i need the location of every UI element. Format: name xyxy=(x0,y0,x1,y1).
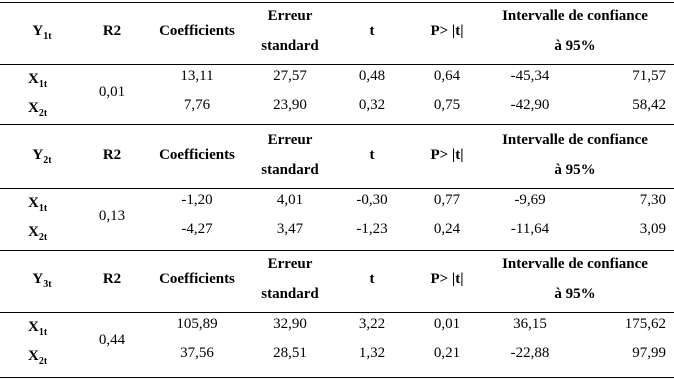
header-coefficients: Coefficients xyxy=(159,271,235,287)
cell-t: 3,22 xyxy=(358,316,386,332)
cell-t: 0,32 xyxy=(358,97,386,113)
row-label-x2t-base: X xyxy=(28,224,39,240)
block-3-y-label xyxy=(32,271,52,290)
row-label-x2t-base: X xyxy=(28,348,39,364)
cell-ci-high: 3,09 xyxy=(639,221,666,237)
cell-ci-low: -45,34 xyxy=(510,68,550,84)
header-t: t xyxy=(369,23,375,39)
cell-ci-high: 71,57 xyxy=(632,68,666,84)
header-coefficients: Coefficients xyxy=(159,147,235,163)
header-ci-line2: à 95% xyxy=(554,38,596,54)
cell-ci-high: 97,99 xyxy=(632,345,666,361)
block-1-y-label xyxy=(32,23,52,42)
row-label-x1t-subscript: 1t xyxy=(38,327,48,338)
cell-t: -1,23 xyxy=(356,221,388,237)
cell-coefficient: 7,76 xyxy=(183,97,211,113)
cell-std-error: 27,57 xyxy=(273,68,307,84)
cell-std-error: 32,90 xyxy=(273,316,307,332)
row-label-x1t-base: X xyxy=(28,71,39,87)
header-erreur-line2: standard xyxy=(261,162,319,178)
row-label-x2t xyxy=(28,224,48,243)
row-label-x1t xyxy=(28,195,48,214)
cell-p-value: 0,01 xyxy=(433,316,461,332)
header-r2: R2 xyxy=(102,23,122,39)
cell-std-error: 3,47 xyxy=(276,221,304,237)
block-3-y-label-subscript: 3t xyxy=(43,279,52,290)
cell-t: -0,30 xyxy=(356,192,388,208)
header-ci-line2: à 95% xyxy=(554,286,596,302)
cell-t: 0,48 xyxy=(358,68,386,84)
cell-coefficient: -1,20 xyxy=(181,192,213,208)
header-ci-line2: à 95% xyxy=(554,162,596,178)
cell-ci-low: -22,88 xyxy=(510,345,550,361)
row-label-x2t xyxy=(28,100,48,119)
header-p-value: P> |t| xyxy=(430,271,464,287)
block-2-y-label-subscript: 2t xyxy=(43,155,52,166)
cell-p-value: 0,21 xyxy=(433,345,461,361)
cell-ci-low: -9,69 xyxy=(514,192,546,208)
cell-ci-high: 58,42 xyxy=(632,97,666,113)
header-ci-line1: Intervalle de confiance xyxy=(502,132,648,148)
table-rule-header1 xyxy=(0,64,674,65)
block-1-y-label-subscript: 1t xyxy=(43,31,52,42)
header-erreur-line1: Erreur xyxy=(267,256,313,272)
row-label-x2t xyxy=(28,348,48,367)
table-rule-header2 xyxy=(0,188,674,189)
cell-std-error: 28,51 xyxy=(273,345,307,361)
row-label-x2t-base: X xyxy=(28,100,39,116)
row-label-x1t-subscript: 1t xyxy=(38,79,48,90)
cell-ci-low: 36,15 xyxy=(513,316,547,332)
row-label-x2t-subscript: 2t xyxy=(38,356,48,367)
cell-coefficient: 37,56 xyxy=(180,345,214,361)
header-p-value: P> |t| xyxy=(430,147,464,163)
header-ci-line1: Intervalle de confiance xyxy=(502,8,648,24)
header-t: t xyxy=(369,147,375,163)
cell-ci-low: -42,90 xyxy=(510,97,550,113)
row-label-x1t xyxy=(28,71,48,90)
block-2-y-label-base: Y xyxy=(32,147,44,163)
row-label-x2t-subscript: 2t xyxy=(38,108,48,119)
cell-p-value: 0,77 xyxy=(433,192,461,208)
r2-value: 0,13 xyxy=(98,208,126,224)
row-label-x1t-subscript: 1t xyxy=(38,203,48,214)
header-p-value: P> |t| xyxy=(430,23,464,39)
header-erreur-line2: standard xyxy=(261,38,319,54)
cell-ci-low: -11,64 xyxy=(510,221,550,237)
row-label-x1t xyxy=(28,319,48,338)
block-3-y-label-base: Y xyxy=(32,271,44,287)
cell-t: 1,32 xyxy=(358,345,386,361)
header-r2: R2 xyxy=(102,271,122,287)
cell-std-error: 23,90 xyxy=(273,97,307,113)
header-erreur-line1: Erreur xyxy=(267,132,313,148)
table-rule-block2-end xyxy=(0,250,674,251)
row-label-x1t-base: X xyxy=(28,195,39,211)
cell-ci-high: 7,30 xyxy=(639,192,666,208)
table-rule-top xyxy=(0,2,674,3)
cell-coefficient: -4,27 xyxy=(181,221,213,237)
block-1-y-label-base: Y xyxy=(32,23,44,39)
cell-coefficient: 105,89 xyxy=(176,316,218,332)
table-rule-bottom xyxy=(0,377,674,378)
table-rule-header3 xyxy=(0,312,674,313)
header-erreur-line2: standard xyxy=(261,286,319,302)
row-label-x2t-subscript: 2t xyxy=(38,232,48,243)
row-label-x1t-base: X xyxy=(28,319,39,335)
header-erreur-line1: Erreur xyxy=(267,8,313,24)
header-r2: R2 xyxy=(102,147,122,163)
r2-value: 0,44 xyxy=(98,332,126,348)
r2-value: 0,01 xyxy=(98,84,126,100)
cell-coefficient: 13,11 xyxy=(180,68,214,84)
cell-p-value: 0,75 xyxy=(433,97,461,113)
table-rule-block1-end xyxy=(0,124,674,125)
header-t: t xyxy=(369,271,375,287)
block-2-y-label xyxy=(32,147,52,166)
cell-std-error: 4,01 xyxy=(276,192,304,208)
cell-p-value: 0,24 xyxy=(433,221,461,237)
header-coefficients: Coefficients xyxy=(159,23,235,39)
cell-p-value: 0,64 xyxy=(433,68,461,84)
header-ci-line1: Intervalle de confiance xyxy=(502,256,648,272)
cell-ci-high: 175,62 xyxy=(624,316,666,332)
